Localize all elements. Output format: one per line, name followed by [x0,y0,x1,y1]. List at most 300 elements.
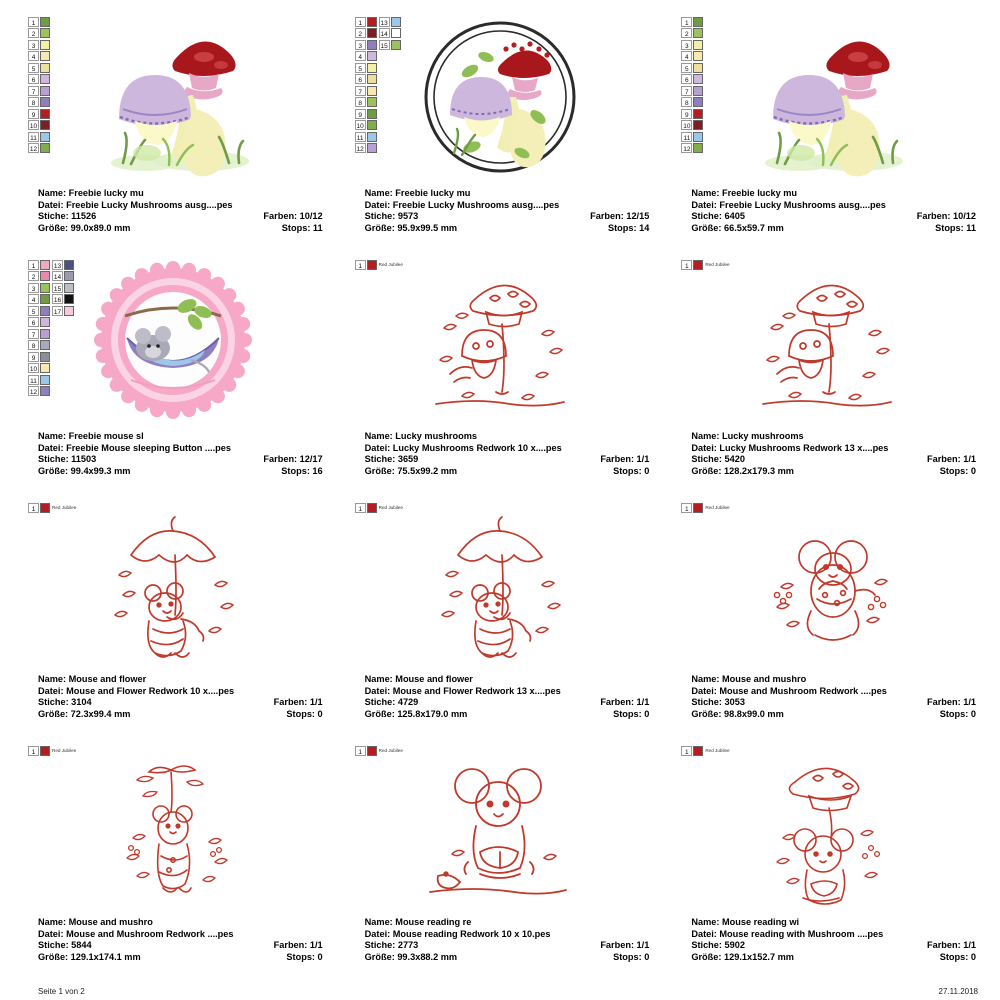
design-info [365,188,650,234]
palette-index: 4 [681,51,692,61]
page-number: Seite 1 von 2 [38,987,85,996]
palette-index: 4 [28,294,39,304]
palette-swatch [40,17,50,27]
palette-row [355,85,377,97]
design-name: Name: Freebie lucky mu [364,188,471,198]
palette-row [28,120,50,132]
palette-index: 1 [28,746,39,756]
palette-index: 1 [28,260,39,270]
palette-index: 7 [355,86,366,96]
palette-index: 10 [355,120,366,130]
design-colors: Farben: 12/17 [263,454,323,465]
palette-index: 3 [28,283,39,293]
design-name: Name: Mouse reading wi [691,917,800,927]
design-file: Datei: Lucky Mushrooms Redwork 10 x....pes [364,442,562,453]
design-cell [10,249,337,492]
palette-row [355,131,377,143]
palette-row [28,259,50,271]
palette-index: 15 [379,40,390,50]
palette-swatch [693,28,703,38]
palette-row [28,97,50,109]
design-file: Datei: Freebie Lucky Mushrooms ausg....pes [38,199,233,210]
design-size: Größe: 99.0x89.0 mm [38,222,131,233]
palette-index: 3 [681,40,692,50]
design-size: Größe: 125.8x179.0 mm [364,708,468,719]
design-file: Datei: Mouse reading with Mushroom ....pes [691,928,884,939]
design-file: Datei: Freebie Lucky Mushrooms ausg....pes [364,199,560,210]
design-size: Größe: 66.5x59.7 mm [691,222,784,233]
design-info [365,674,650,720]
palette-row [681,16,703,28]
palette-color-name: Red Jubilee [52,504,77,510]
design-size: Größe: 72.3x99.4 mm [38,708,131,719]
palette-index: 17 [52,306,63,316]
palette-row [28,131,50,143]
design-size: Größe: 95.9x99.5 mm [364,222,458,233]
palette-swatch [367,63,377,73]
palette-row [355,502,403,514]
design-stops: Stops: 0 [286,708,323,719]
palette-index: 12 [355,143,366,153]
palette-row [28,340,50,352]
design-file: Datei: Mouse and Mushroom Redwork ....pes [691,685,887,696]
palette-row [28,328,50,340]
color-palette [355,259,403,271]
color-palette [681,502,729,514]
palette-index: 13 [52,260,63,270]
palette-swatch [64,306,74,316]
palette-index: 9 [28,109,39,119]
design-info [365,431,650,477]
palette-color-name: Red Jubilee [705,261,730,267]
palette-swatch [391,40,401,50]
color-palette [681,16,703,154]
palette-swatch [693,51,703,61]
design-size: Größe: 99.4x99.3 mm [38,465,131,476]
palette-swatch [40,283,50,293]
palette-swatch [367,40,377,50]
palette-row [28,62,50,74]
design-info [691,674,976,720]
palette-row [28,374,50,386]
palette-row [52,305,74,317]
palette-index: 2 [355,28,366,38]
palette-swatch [40,271,50,281]
palette-swatch [40,28,50,38]
palette-row [28,39,50,51]
palette-index: 12 [28,143,39,153]
palette-index: 10 [28,120,39,130]
palette-row [681,131,703,143]
palette-row [681,120,703,132]
palette-swatch [40,143,50,153]
palette-swatch [693,86,703,96]
palette-index: 6 [28,317,39,327]
palette-swatch [40,340,50,350]
palette-row [52,271,74,283]
palette-row [28,74,50,86]
palette-index: 3 [28,40,39,50]
design-name: Name: Mouse and mushro [691,674,807,684]
palette-swatch [693,120,703,130]
palette-index: 1 [681,746,692,756]
palette-index: 7 [681,86,692,96]
palette-index: 7 [28,329,39,339]
palette-row [681,745,729,757]
palette-row [355,108,377,120]
palette-swatch [40,74,50,84]
palette-color-name: Red Jubilee [378,504,403,510]
palette-row [52,294,74,306]
palette-row [28,317,50,329]
palette-index: 1 [681,17,692,27]
palette-color-name: Red Jubilee [705,747,730,753]
palette-swatch [693,503,703,513]
palette-color-name: Red Jubilee [378,261,403,267]
palette-index: 11 [681,132,692,142]
palette-color-name: Red Jubilee [705,504,730,510]
design-stops: Stops: 0 [939,951,976,962]
palette-swatch [693,40,703,50]
palette-index: 12 [681,143,692,153]
design-colors: Farben: 1/1 [600,940,650,951]
palette-row [28,85,50,97]
palette-swatch [64,260,74,270]
design-stitches: Stiche: 11503 [38,454,97,465]
palette-index: 8 [28,97,39,107]
palette-swatch [40,375,50,385]
palette-swatch [40,132,50,142]
palette-row [681,51,703,63]
palette-index: 1 [355,17,366,27]
design-stitches: Stiche: 11526 [38,211,97,222]
palette-index: 1 [355,260,366,270]
design-preview [337,496,664,674]
design-size: Größe: 98.8x99.0 mm [691,708,784,719]
palette-index: 3 [355,40,366,50]
palette-row [28,108,50,120]
palette-swatch [693,63,703,73]
palette-row [379,39,401,51]
design-stops: Stops: 11 [935,222,976,233]
palette-index: 5 [681,63,692,73]
color-palette [355,502,403,514]
palette-row [52,259,74,271]
palette-index: 9 [355,109,366,119]
palette-swatch [693,746,703,756]
design-size: Größe: 129.1x174.1 mm [38,951,141,962]
palette-index: 2 [681,28,692,38]
palette-swatch [40,306,50,316]
design-preview [663,739,990,917]
palette-swatch [64,294,74,304]
palette-row [355,51,377,63]
design-stops: Stops: 0 [939,708,976,719]
design-colors: Farben: 1/1 [600,454,650,465]
palette-row [28,502,76,514]
palette-index: 6 [681,74,692,84]
design-stitches: Stiche: 3053 [691,697,745,708]
design-preview [663,253,990,431]
design-colors: Farben: 1/1 [926,940,976,951]
palette-swatch [367,260,377,270]
palette-swatch [367,132,377,142]
design-cell [337,492,664,735]
palette-index: 5 [355,63,366,73]
design-file: Datei: Freebie Mouse sleeping Button ....pes [38,442,231,453]
palette-swatch [693,74,703,84]
design-stitches: Stiche: 6405 [691,211,745,222]
palette-swatch [693,17,703,27]
palette-swatch [367,120,377,130]
design-size: Größe: 129.1x152.7 mm [691,951,794,962]
design-stops: Stops: 16 [281,465,323,476]
palette-index: 8 [355,97,366,107]
page-footer [38,987,978,996]
page-date: 27.11.2018 [938,987,978,996]
palette-index: 1 [355,746,366,756]
palette-swatch [40,260,50,270]
color-palette [28,259,74,397]
design-preview [337,253,664,431]
color-palette [355,745,403,757]
palette-index: 4 [28,51,39,61]
palette-swatch [367,86,377,96]
palette-index: 14 [52,271,63,281]
design-preview [337,739,664,917]
palette-swatch [40,329,50,339]
design-colors: Farben: 1/1 [273,697,323,708]
palette-swatch [40,503,50,513]
palette-row [355,74,377,86]
design-name: Name: Mouse reading re [364,917,472,927]
design-colors: Farben: 12/15 [590,211,650,222]
design-stops: Stops: 0 [286,951,323,962]
palette-index: 9 [28,352,39,362]
palette-swatch [367,51,377,61]
palette-row [355,62,377,74]
design-file: Datei: Freebie Lucky Mushrooms ausg....pes [691,199,886,210]
palette-swatch [391,28,401,38]
design-stops: Stops: 0 [613,465,650,476]
palette-row [379,28,401,40]
palette-index: 1 [355,503,366,513]
palette-row [681,97,703,109]
palette-swatch [367,109,377,119]
palette-swatch [64,283,74,293]
palette-row [355,745,403,757]
design-file: Datei: Mouse and Mushroom Redwork ....pes [38,928,234,939]
design-size: Größe: 128.2x179.3 mm [691,465,794,476]
palette-swatch [40,97,50,107]
palette-row [379,16,401,28]
design-cell [10,735,337,978]
design-stitches: Stiche: 3104 [38,697,92,708]
design-name: Name: Freebie lucky mu [691,188,798,198]
design-size: Größe: 75.5x99.2 mm [364,465,458,476]
palette-swatch [367,97,377,107]
palette-index: 1 [681,503,692,513]
palette-swatch [693,260,703,270]
design-info [691,917,976,963]
design-info [691,431,976,477]
palette-swatch [40,386,50,396]
palette-swatch [40,746,50,756]
palette-index: 8 [28,340,39,350]
palette-index: 4 [355,51,366,61]
design-stops: Stops: 14 [607,222,650,233]
design-name: Name: Mouse and mushro [38,917,153,927]
design-name: Name: Freebie mouse sl [38,431,144,441]
palette-row [681,39,703,51]
palette-row [681,28,703,40]
palette-swatch [40,317,50,327]
palette-swatch [367,143,377,153]
design-stitches: Stiche: 3659 [364,454,419,465]
color-palette [28,16,50,154]
palette-swatch [693,97,703,107]
palette-row [28,351,50,363]
design-cell [663,249,990,492]
design-cell [663,6,990,249]
palette-swatch [367,503,377,513]
design-stitches: Stiche: 5844 [38,940,92,951]
palette-row [355,97,377,109]
palette-swatch [64,271,74,281]
palette-color-name: Red Jubilee [378,747,403,753]
palette-row [355,28,377,40]
palette-row [355,39,377,51]
palette-row [681,85,703,97]
palette-row [28,282,50,294]
palette-index: 15 [52,283,63,293]
design-name: Name: Freebie lucky mu [38,188,144,198]
palette-row [355,143,377,155]
design-colors: Farben: 10/12 [263,211,323,222]
palette-index: 14 [379,28,390,38]
palette-row [355,16,377,28]
palette-index: 12 [28,386,39,396]
design-colors: Farben: 1/1 [600,697,650,708]
design-cell [663,735,990,978]
color-palette [681,745,729,757]
palette-swatch [40,363,50,373]
palette-index: 6 [355,74,366,84]
design-stops: Stops: 0 [613,708,650,719]
palette-index: 5 [28,63,39,73]
palette-index: 9 [681,109,692,119]
design-info [38,188,323,234]
design-cell [337,6,664,249]
palette-row [28,294,50,306]
design-name: Name: Mouse and flower [364,674,473,684]
design-colors: Farben: 1/1 [926,454,976,465]
palette-row [28,143,50,155]
palette-swatch [40,86,50,96]
palette-row [28,386,50,398]
palette-row [28,745,76,757]
palette-row [355,120,377,132]
design-name: Name: Lucky mushrooms [364,431,477,441]
palette-swatch [391,17,401,27]
palette-swatch [40,63,50,73]
palette-swatch [367,746,377,756]
palette-row [681,143,703,155]
design-stops: Stops: 11 [281,222,323,233]
design-stops: Stops: 0 [939,465,976,476]
palette-index: 11 [355,132,366,142]
design-info [38,917,323,963]
palette-index: 1 [28,503,39,513]
palette-index: 5 [28,306,39,316]
palette-swatch [40,120,50,130]
palette-index: 1 [681,260,692,270]
design-cell [337,735,664,978]
palette-swatch [40,109,50,119]
palette-row [355,259,403,271]
design-stitches: Stiche: 5420 [691,454,745,465]
palette-index: 10 [28,363,39,373]
design-preview [663,10,990,188]
palette-swatch [40,352,50,362]
design-file: Datei: Mouse and Flower Redwork 13 x....pes [364,685,561,696]
design-name: Name: Mouse and flower [38,674,147,684]
palette-swatch [693,109,703,119]
design-file: Datei: Lucky Mushrooms Redwork 13 x....pes [691,442,889,453]
palette-swatch [367,17,377,27]
palette-index: 13 [379,17,390,27]
design-colors: Farben: 1/1 [926,697,976,708]
palette-swatch [40,51,50,61]
palette-row [52,282,74,294]
design-stitches: Stiche: 4729 [364,697,419,708]
palette-row [681,108,703,120]
color-palette [681,259,729,271]
design-stitches: Stiche: 9573 [364,211,419,222]
design-cell [10,492,337,735]
palette-swatch [40,294,50,304]
design-stops: Stops: 0 [613,951,650,962]
design-colors: Farben: 10/12 [916,211,976,222]
palette-swatch [693,132,703,142]
design-size: Größe: 99.3x88.2 mm [364,951,458,962]
design-cell [337,249,664,492]
palette-swatch [40,40,50,50]
palette-row [681,74,703,86]
palette-index: 16 [52,294,63,304]
color-palette [28,502,76,514]
color-palette [28,745,76,757]
design-name: Name: Lucky mushrooms [691,431,804,441]
design-file: Datei: Mouse and Flower Redwork 10 x....pes [38,685,235,696]
color-palette [355,16,401,154]
palette-index: 11 [28,375,39,385]
palette-row [681,259,729,271]
palette-row [28,271,50,283]
palette-row [681,62,703,74]
design-info [365,917,650,963]
palette-index: 10 [681,120,692,130]
palette-index: 8 [681,97,692,107]
palette-row [28,28,50,40]
palette-row [681,502,729,514]
design-stitches: Stiche: 5902 [691,940,745,951]
design-preview [10,739,337,917]
palette-index: 2 [28,271,39,281]
palette-color-name: Red Jubilee [52,747,77,753]
palette-swatch [367,28,377,38]
design-colors: Farben: 1/1 [273,940,323,951]
